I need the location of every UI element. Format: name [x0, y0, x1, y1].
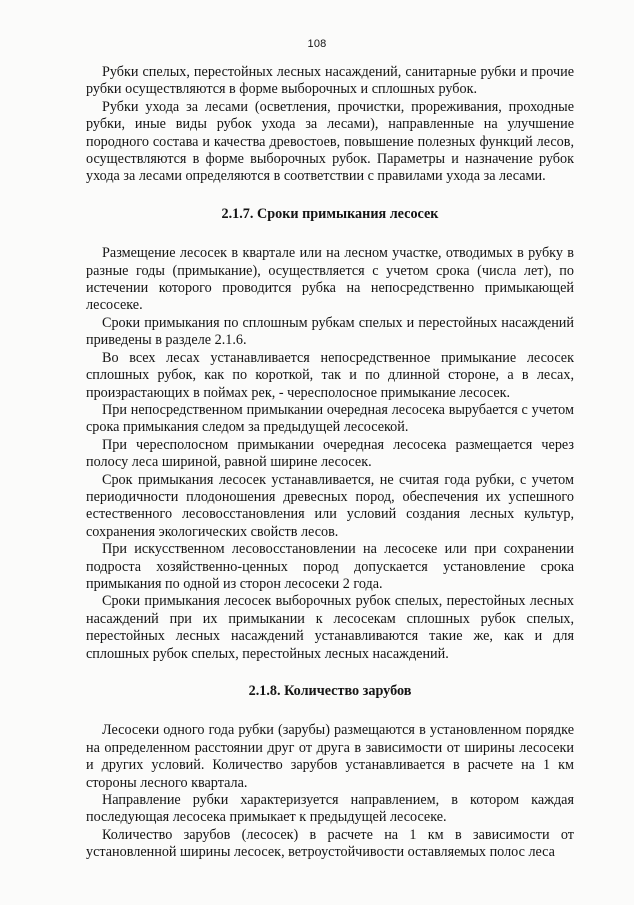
section-218-paragraph-2: Направление рубки характеризуется направлением, в котором каждая последующая лесосека примыкает к предыдущей лесосеке.	[86, 792, 574, 826]
section-217-paragraph-7: При искусственном лесовосстановлении на лесосеке или при сохранении подроста хозяйственно-ценных пород допускается установление срока примыкания по одной из сторон лесосеки 2 года.	[86, 541, 574, 592]
section-217-paragraph-5: При чересполосном примыкании очередная лесосека размещается через полосу леса шириной, равной ширине лесосек.	[86, 436, 574, 471]
document-body	[86, 64, 574, 862]
intro-paragraph-2: Рубки ухода за лесами (осветления, прочистки, прореживания, проходные рубки, иные виды рубок ухода за лесами), направленные на улучшение породного состава и качества древостоев, повышение полезных функций лесов, осуществляются в форме выборочных рубок. Параметры и назначение рубок ухода за лесами определяются в соответствии с правилами ухода за лесами.	[86, 98, 574, 185]
section-spacer	[86, 223, 574, 245]
section-217-paragraph-3: Во всех лесах устанавливается непосредственное примыкание лесосек сплошных рубок, как по короткой, так и по длинной стороне, а в лесах, произрастающих в поймах рек, - чересполосное примыкание лесосек.	[86, 349, 574, 401]
section-heading-2-1-8: 2.1.8. Количество зарубов	[248, 683, 412, 699]
section-218-paragraph-1: Лесосеки одного года рубки (зарубы) размещаются в установленном порядке на определенном расстоянии друг от друга в зависимости от ширины лесосеки и других условий. Количество зарубов устанавливается в расчете на 1 км стороны лесного квартала.	[86, 722, 574, 791]
section-217-paragraph-8: Сроки примыкания лесосек выборочных рубок спелых, перестойных лесных насаждений при их примыкании к лесосекам сплошных рубок спелых, перестойных лесных насаждений устанавливаются такие же, как и для сплошных рубок спелых, перестойных лесных насаждений.	[86, 593, 574, 662]
section-217-paragraph-1: Размещение лесосек в квартале или на лесном участке, отводимых в рубку в разные годы (примыкание), осуществляется с учетом срока (числа лет), по истечении которого проводится рубка на непосредственно примыкающей лесосеке.	[86, 245, 574, 314]
section-spacer	[86, 700, 574, 722]
section-heading-2-1-7: 2.1.7. Сроки примыкания лесосек	[221, 205, 439, 222]
section-217-paragraph-6: Срок примыкания лесосек устанавливается, не считая года рубки, с учетом периодичности плодоношения древесных пород, обеспечения их успешного естественного лесовосстановления или условий создания лесных культур, сохранения экологических свойств лесов.	[86, 471, 574, 540]
page-number: 108	[307, 38, 327, 50]
section-217-paragraph-4: При непосредственном примыкании очередная лесосека вырубается с учетом срока примыкания следом за предыдущей лесосекой.	[86, 401, 574, 436]
section-218-paragraph-3: Количество зарубов (лесосек) в расчете на 1 км в зависимости от установленной ширины лесосек, ветроустойчивости оставляемых полос леса	[86, 826, 574, 861]
section-spacer	[86, 186, 574, 206]
intro-paragraph-1: Рубки спелых, перестойных лесных насаждений, санитарные рубки и прочие рубки осуществляются в форме выборочных и сплошных рубок.	[86, 64, 574, 98]
section-spacer	[86, 663, 574, 683]
section-217-paragraph-2: Сроки примыкания по сплошным рубкам спелых и перестойных насаждений приведены в разделе 2.1.6.	[86, 314, 574, 349]
